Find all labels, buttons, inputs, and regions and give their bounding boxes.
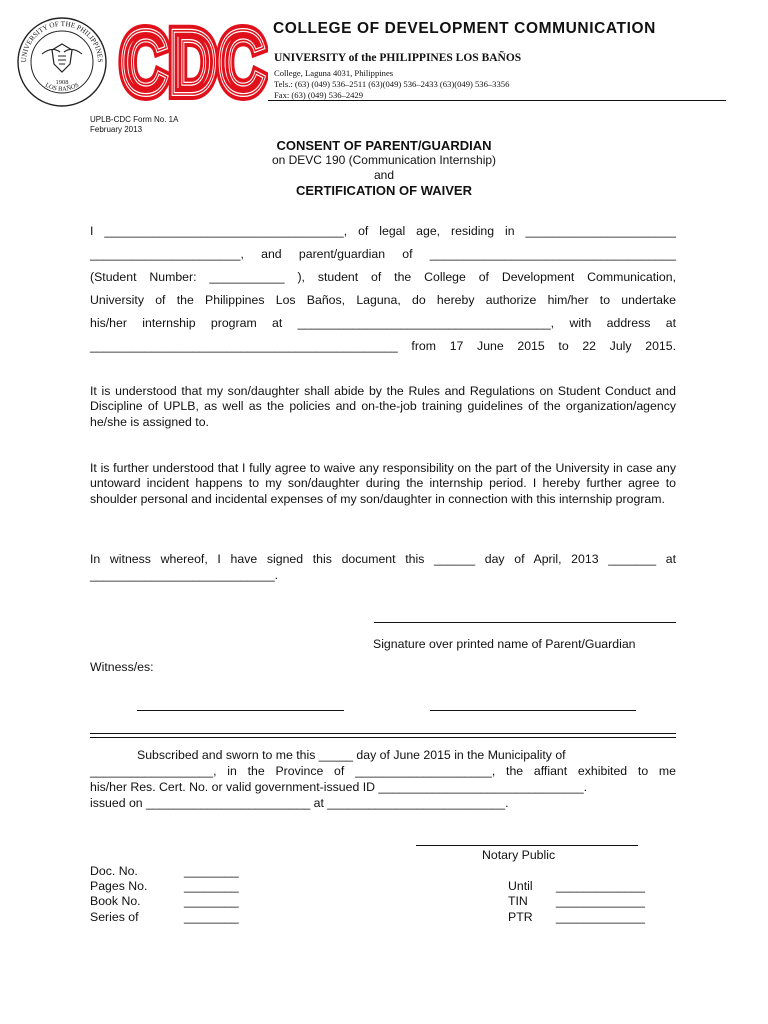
cdc-logo-text-core: CDC: [120, 18, 266, 102]
section-divider: [90, 733, 676, 738]
witnesses-label: Witness/es:: [90, 660, 154, 674]
notary-line-4: issued on ________________________ at __________________________.: [90, 796, 509, 810]
doc-no-blank: ________: [184, 864, 239, 878]
ptr-label: PTR: [508, 910, 533, 924]
witness-statement-line-2: ___________________________.: [90, 568, 279, 582]
witness-signature-line-2: [430, 710, 636, 711]
ptr-blank: _____________: [556, 910, 645, 924]
witness-statement-line-1: In witness whereof, I have signed this document this ______ day of April, 2013 _______ at: [90, 552, 676, 566]
college-name: COLLEGE OF DEVELOPMENT COMMUNICATION: [273, 20, 656, 37]
seal-year: 1908: [55, 79, 69, 86]
seal-text-bottom: LOS BAÑOS: [43, 81, 81, 93]
telephone-numbers: Tels.: (63) (049) 536–2511 (63)(049) 536–2433 (63)(049) 536–3356: [274, 79, 510, 89]
body-line-2: ______________________, and parent/guardian of ____________________________________: [90, 247, 676, 261]
university-seal: [12, 14, 112, 110]
form-date: February 2013: [90, 125, 143, 134]
seal-text-top: UNIVERSITY OF THE PHILIPPINES: [19, 19, 105, 63]
series-of-label: Series of: [90, 910, 139, 924]
book-no-blank: ________: [184, 894, 239, 908]
body-line-4: University of the Philippines Los Baños, Laguna, do hereby authorize him/her to undertake: [90, 293, 676, 307]
body-line-6: _____________________________________________ from 17 June 2015 to 22 July 2015.: [90, 339, 676, 353]
title-consent: CONSENT OF PARENT/GUARDIAN: [276, 138, 492, 153]
notary-signature-line: [416, 845, 638, 846]
title-waiver: CERTIFICATION OF WAIVER: [296, 183, 472, 198]
paragraph-rules: It is understood that my son/daughter shall abide by the Rules and Regulations on Student Conduct and Discipline of UPLB, as well as the policies and on-the-job training guidelines of the organization/agency he/she is assigned to.: [90, 384, 676, 429]
header-divider: [268, 100, 726, 101]
series-of-blank: ________: [184, 910, 239, 924]
pages-no-blank: ________: [184, 879, 239, 893]
parent-signature-label: Signature over printed name of Parent/Guardian: [373, 637, 636, 651]
body-line-3: (Student Number: ___________ ), student of the College of Development Communication,: [90, 270, 676, 284]
notary-line-1: Subscribed and sworn to me this _____ day of June 2015 in the Municipality of: [137, 748, 566, 762]
tin-label: TIN: [508, 894, 528, 908]
address: College, Laguna 4031, Philippines: [274, 68, 394, 78]
notary-line-3: his/her Res. Cert. No. or valid government-issued ID ______________________________.: [90, 780, 587, 794]
pages-no-label: Pages No.: [90, 879, 148, 893]
paragraph-waiver: It is further understood that I fully agree to waive any responsibility on the part of the University in case any untoward incident happens to my son/daughter during the internship period. I hereby further agree to shoulder personal and incidental expenses of my son/daughter in connection with this internship program.: [90, 461, 676, 506]
cdc-logo: [118, 18, 268, 102]
subtitle-and: and: [373, 168, 395, 182]
form-number-block: [90, 115, 178, 135]
subtitle-course: on DEVC 190 (Communication Internship): [271, 153, 497, 167]
notary-line-2: __________________, in the Province of ____________________, the affiant exhibited to me: [90, 764, 676, 778]
cdc-logo-text-outer: CDC: [120, 18, 266, 102]
witness-signature-line-1: [137, 710, 344, 711]
university-name: UNIVERSITY of the PHILIPPINES LOS BAÑOS: [274, 52, 522, 64]
form-number: UPLB-CDC Form No. 1A: [90, 115, 179, 124]
until-label: Until: [508, 879, 533, 893]
doc-no-label: Doc. No.: [90, 864, 138, 878]
until-blank: _____________: [556, 879, 645, 893]
fax-number: Fax: (63) (049) 536–2429: [274, 90, 364, 100]
body-line-1: I ___________________________________, of legal age, residing in ______________________: [90, 224, 676, 238]
book-no-label: Book No.: [90, 894, 141, 908]
cdc-logo-text-inner: CDC: [120, 18, 266, 102]
tin-blank: _____________: [556, 894, 645, 908]
body-line-5: his/her internship program at _____________________________________, with address at: [90, 316, 676, 330]
parent-signature-line: [374, 622, 676, 623]
notary-public-label: Notary Public: [482, 848, 556, 862]
